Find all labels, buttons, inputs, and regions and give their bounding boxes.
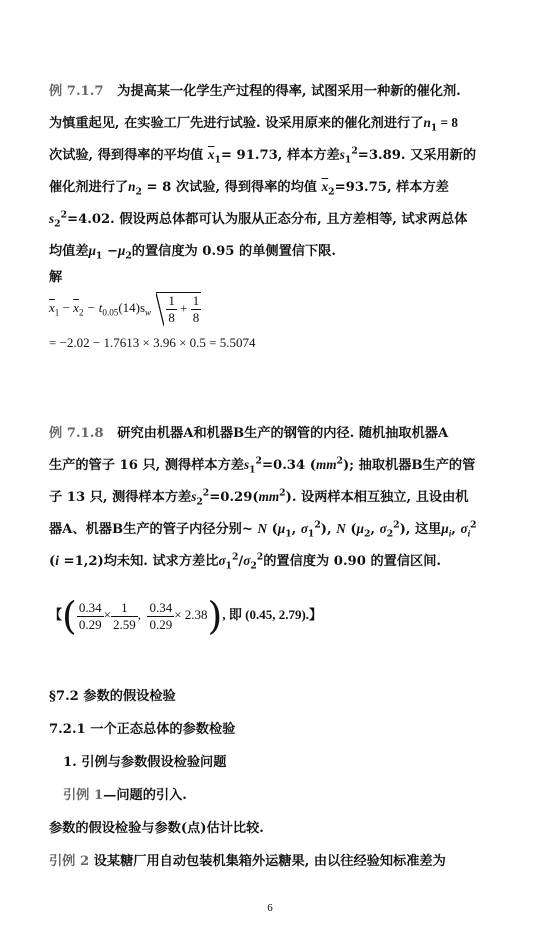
solution-label xyxy=(49,262,501,293)
var-x1-sub: 1 xyxy=(214,154,221,166)
ex718-text-5c: 的置信度为 0.90 的置信区间. xyxy=(263,554,442,569)
var-mu2: μ xyxy=(118,243,126,258)
intro-1-label: 引例 1 xyxy=(63,788,104,803)
var-x2-sub: 2 xyxy=(328,186,335,198)
comma-3: , xyxy=(451,522,461,537)
var-sigma1: σ xyxy=(300,521,308,536)
ex717-text-6b: 的置信度为 0.95 的单侧置信下限. xyxy=(131,244,336,259)
var-s2-sub: 2 xyxy=(54,218,61,230)
page-number: 6 xyxy=(267,902,273,914)
f-t: − t xyxy=(83,299,103,315)
var-s2: s xyxy=(49,211,55,226)
unit-mm2: mm xyxy=(258,489,280,504)
var-sigma1-sup: 2 xyxy=(314,519,321,531)
frac-1-num: 1 xyxy=(168,293,175,308)
section-7-2-heading: §7.2 参数的假设检验 xyxy=(49,689,176,704)
answer-frac-a-den: 0.29 xyxy=(78,616,102,632)
var-x2-bar: $\overline{x}$ xyxy=(321,179,329,194)
unit-mm2-sup: 2 xyxy=(279,487,286,499)
answer-frac-a xyxy=(77,600,104,633)
f-sw-sub: w xyxy=(145,307,152,318)
answer-frac-b xyxy=(111,600,138,633)
var-mu1: μ xyxy=(88,243,96,258)
times-2: × 2.38 xyxy=(174,606,208,622)
ratio-sigma1-sub: 1 xyxy=(225,560,232,572)
ratio-sigma2: σ xyxy=(243,553,251,568)
var-s1b-sub: 1 xyxy=(249,464,256,476)
var-sigma2-sup: 2 xyxy=(393,519,400,531)
paren-open-1: ( xyxy=(267,522,278,537)
var-s1-sub: 1 xyxy=(344,154,352,166)
intro-2 xyxy=(49,845,501,878)
answer-frac-b-den: 2.59 xyxy=(112,616,136,632)
ex718-text-2c: ); 抽取机器B生产的管 xyxy=(342,458,476,473)
var-s2-sup: 2 xyxy=(60,209,68,221)
solution-label-text: 解 xyxy=(49,270,63,285)
comma-2: , xyxy=(370,522,380,537)
section-7-2-1-heading: 7.2.1 一个正态总体的参数检验 xyxy=(49,722,236,737)
var-mui-sub: i xyxy=(448,528,452,539)
var-s1: s xyxy=(339,147,345,162)
f-minus: − xyxy=(59,299,74,315)
f2-text: = −2.02 − 1.7613 × 3.96 × 0.5 = 5.5074 xyxy=(49,335,256,350)
var-sigmai-sup: 2 xyxy=(470,519,477,531)
ratio-sigma2-sub: 2 xyxy=(250,560,257,572)
ex718-text-3c: ). 设两样本相互独立, 且设由机 xyxy=(285,490,469,505)
f-df: (14)s xyxy=(118,299,146,315)
section-7-2 xyxy=(49,680,501,878)
var-s1-sup: 2 xyxy=(351,145,358,157)
frac-2 xyxy=(191,293,202,326)
frac-1 xyxy=(166,293,177,326)
var-x1-bar: $\overline{x}$ xyxy=(207,147,215,162)
ex717-text-3: 次试验, 得到得率的平均值 xyxy=(49,148,204,163)
var-sigmai: σ xyxy=(460,521,468,536)
ex718-text-4g: ), 这里 xyxy=(399,522,442,537)
minus-sign: − xyxy=(102,244,118,259)
s2-value: =4.02. 假设两总体都可认为服从正态分布, 且方差相等, 试求两总体 xyxy=(67,212,468,227)
intro-1 xyxy=(49,779,501,812)
var-n2-sub: 2 xyxy=(135,186,142,198)
answer-comma: , xyxy=(137,606,141,622)
solution-formula-1 xyxy=(49,292,201,326)
intro-1-text: —问题的引入. xyxy=(103,788,187,803)
var-mui: μ xyxy=(441,521,449,536)
var-s2b-sup: 2 xyxy=(202,487,210,499)
frac-1-den: 8 xyxy=(168,310,175,325)
ex718-text-4a: 器A、机器B生产的管子内径分别~ xyxy=(49,522,258,537)
ratio-slash: / xyxy=(238,554,244,569)
frac-2-den: 8 xyxy=(192,310,200,325)
var-mu2-sub: 2 xyxy=(125,250,132,262)
ex718-line-1 xyxy=(49,418,501,449)
var-mu1b-sub: 1 xyxy=(285,528,292,540)
ex718-text-5b: =1,2)均未知. 试求方差比 xyxy=(58,554,219,569)
solution-formula-2 xyxy=(49,335,256,351)
item-1-heading: 1. 引例与参数假设检验问题 xyxy=(63,755,227,770)
f-xbar2: $\overline{x}$ xyxy=(73,299,79,315)
var-mu1-sub: 1 xyxy=(95,250,103,262)
comma-1: , xyxy=(291,522,301,537)
ex717-text-1: 为提高某一化学生产过程的得率, 试图采用一种新的催化剂. xyxy=(117,84,461,99)
times-1: × xyxy=(103,606,111,622)
ex717-line-5 xyxy=(49,203,501,235)
paren-open-i: ( xyxy=(49,554,56,569)
ex718-text-2b: =0.34 ( xyxy=(261,458,316,473)
answer-frac-a-num: 0.34 xyxy=(78,599,102,615)
example-7-1-7 xyxy=(49,76,501,267)
n2-value: = 8 次试验, 得到得率的均值 xyxy=(141,180,317,195)
f-xbar2-sub: 2 xyxy=(78,307,84,318)
ratio-sigma1-sup: 2 xyxy=(231,551,239,563)
answer-tail: , 即 (0.45, 2.79). xyxy=(222,606,310,622)
plus-sign: + xyxy=(180,300,188,316)
var-s1b: s xyxy=(243,457,250,472)
var-mu2b: μ xyxy=(356,521,364,536)
bracket-close: 】 xyxy=(309,606,323,622)
var-s2b-sub: 2 xyxy=(196,496,203,508)
var-s2b: s xyxy=(191,489,197,504)
paren-open-2: ( xyxy=(345,522,357,537)
f-t-sub: 0.05 xyxy=(102,307,119,318)
paren-left: ( xyxy=(62,594,77,638)
frac-2-num: 1 xyxy=(192,293,200,308)
paren-right: ) xyxy=(207,594,223,638)
var-sigma1-sub: 1 xyxy=(307,528,315,540)
ex718-line-5 xyxy=(49,545,501,577)
ex717-line-3 xyxy=(49,139,501,171)
var-s1b-sup: 2 xyxy=(255,455,262,467)
answer-frac-b-num: 1 xyxy=(111,600,138,617)
answer-frac-c-den: 0.29 xyxy=(149,616,173,632)
ex718-text-2a: 生产的管子 16 只, 测得样本方差 xyxy=(49,458,244,473)
var-sigma2-sub: 2 xyxy=(386,528,394,540)
var-N2: N xyxy=(336,521,346,536)
sqrt-symbol xyxy=(156,292,201,326)
ratio-sigma2-sup: 2 xyxy=(256,551,264,563)
ex718-line-3 xyxy=(49,481,501,513)
ex717-line-1 xyxy=(49,76,501,107)
x1-value: = 91.73, 样本方差 xyxy=(220,148,340,163)
unit-mm-sup: 2 xyxy=(336,455,343,467)
intro-2-text: 设某糖厂用自动包装机集箱外运糖果, 由以往经验知标准差为 xyxy=(89,854,446,869)
ex718-text-3a: 子 13 只, 测得样本方差 xyxy=(49,490,192,505)
ex718-line-2 xyxy=(49,449,501,481)
var-n2: n xyxy=(128,179,136,194)
ex717-line-4 xyxy=(49,171,501,203)
var-sigma2: σ xyxy=(379,521,387,536)
var-mu2b-sub: 2 xyxy=(363,528,371,540)
f-xbar1: $\overline{x}$ xyxy=(49,299,55,315)
example-7-1-8 xyxy=(49,418,501,577)
ex718-label: 例 7.1.8 xyxy=(49,426,104,441)
answer-frac-c-num: 0.34 xyxy=(149,599,173,615)
ex718-text-3b: =0.29( xyxy=(209,490,259,505)
ex717-text-2: 为慎重起见, 在实验工厂先进行试验. 设采用原来的催化剂进行了 xyxy=(49,116,424,131)
var-sigmai-sub: i xyxy=(467,528,471,539)
ex717-label: 例 7.1.7 xyxy=(49,84,104,99)
ex717-text-4: 催化剂进行了 xyxy=(49,180,129,195)
answer-frac-c xyxy=(147,600,174,633)
var-i: i xyxy=(55,553,59,568)
x2-value: =93.75, 样本方差 xyxy=(334,180,449,195)
answer xyxy=(49,594,323,638)
var-N1: N xyxy=(257,521,267,536)
compare-text: 参数的假设检验与参数(点)估计比较. xyxy=(49,821,264,836)
ex717-text-6: 均值差 xyxy=(49,244,89,259)
n1-value: = 8 xyxy=(437,115,458,130)
f-xbar1-sub: 1 xyxy=(54,307,60,318)
ex717-line-2 xyxy=(49,107,501,139)
var-n1: n xyxy=(423,115,431,130)
ex718-line-4 xyxy=(49,513,501,545)
intro-2-label: 引例 2 xyxy=(49,854,90,869)
paren-close-1: ), xyxy=(320,522,337,537)
var-n1-sub: 1 xyxy=(430,122,438,134)
ex718-text-1: 研究由机器A和机器B生产的钢管的内径. 随机抽取机器A xyxy=(117,426,449,441)
bracket-open: 【 xyxy=(49,606,63,622)
unit-mm: mm xyxy=(315,457,337,472)
s1-value: =3.89. 又采用新的 xyxy=(357,148,477,163)
var-mu1b: μ xyxy=(277,521,286,536)
ratio-sigma1: σ xyxy=(218,553,226,568)
